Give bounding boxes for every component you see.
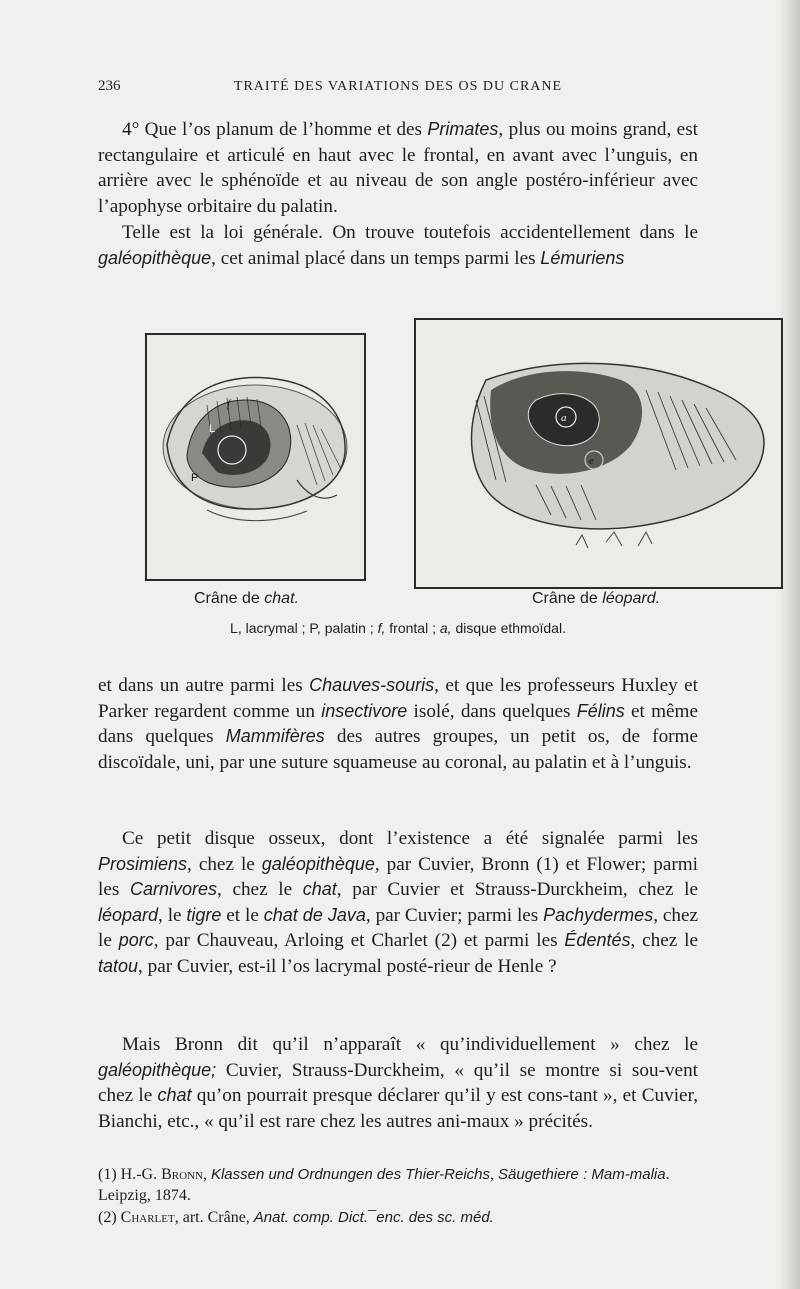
paragraph-chauves-souris: et dans un autre parmi les Chauves-souris, et que les professeurs Huxley et Parker regardent comme un insectivore isolé, dans quelques Félins et même dans quelques Mammifères des autres groupes, un petit os, de forme discoïdale, uni, par une suture squameuse au coronal, au palatin et à l’unguis. [98,675,698,773]
footnote-2: (2) Charlet, art. Crâne, Anat. comp. Dict.¯enc. des sc. méd. [98,1209,494,1226]
label-f: f [227,398,231,410]
cat-skull-engraving [147,335,364,579]
running-title: TRAITÉ DES VARIATIONS DES OS DU CRANE [233,79,563,94]
paragraph-bronn: Mais Bronn dit qu’il n’apparaît « qu’individuellement » chez le galéopithèque; Cuvier, Strauss-Durckheim, « qu’il se montre si sou-vent chez le chat qu’on pourrait presque déclarer qu’il y est cons-tant », et Cuvier, Bianchi, etc., « qu’il est rare chez les autres ani-maux » précités. [98,1034,698,1132]
paragraph-disque-osseux: Ce petit disque osseux, dont l’existence a été signalée parmi les Prosimiens, chez le galéopithèque, par Cuvier, Bronn (1) et Flower; parmi les Carnivores, chez le chat, par Cuvier et Strauss-Durckheim, chez le léopard, le tigre et le chat de Java, par Cuvier; parmi les Pachydermes, chez le porc, par Chauveau, Arloing et Charlet (2) et parmi les Édentés, chez le tatou, par Cuvier, est-il l’os lacrymal posté-rieur de Henle ? [98,828,699,977]
caption-chat: Crâne de chat. [194,590,299,607]
label-a: a [561,412,567,424]
paragraph-loi-generale: Telle est la loi générale. On trouve toutefois accidentellement dans le galéopithèque, cet animal placé dans un temps parmi les Lémuriens [98,222,698,269]
caption-leopard: Crâne de léopard. [532,590,661,607]
paragraph-os-planum: 4° Que l’os planum de l’homme et des Primates, plus ou moins grand, est rectangulaire et articulé en haut avec le frontal, en avant avec l’unguis, en arrière avec le sphénoïde et au niveau de son angle postéro-inférieur avec l’apophyse orbitaire du palatin. [98,119,698,217]
figure-leopard [414,318,783,589]
page-number: 236 [98,78,121,94]
leopard-skull-engraving [416,320,781,587]
figure-legend: L, lacrymal ; P, palatin ; f, frontal ; a, disque ethmoïdal. [230,620,566,636]
label-P: P [191,472,199,484]
footnote-1: (1) H.-G. Bronn, Klassen und Ordnungen des Thier-Reichs, Säugethiere : Mam-malia. Leipzig, 1874. [98,1166,670,1204]
running-header [98,78,698,102]
figure-chat [145,333,366,581]
page-edge-shadow [778,0,800,1289]
label-e: e [589,455,594,467]
label-L: L [209,423,216,435]
